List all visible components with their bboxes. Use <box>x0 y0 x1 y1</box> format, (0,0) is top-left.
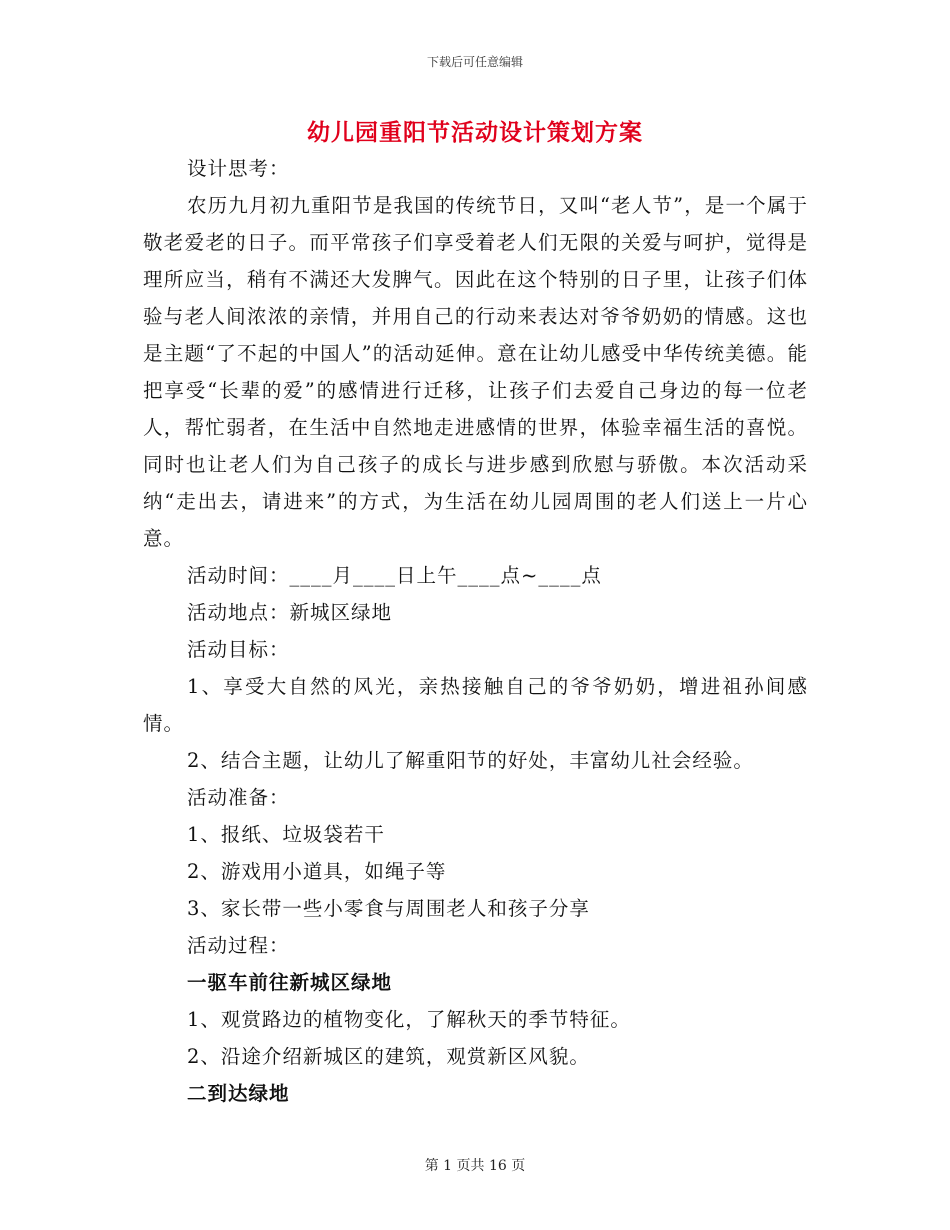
document-title: 幼儿园重阳节活动设计策划方案 <box>307 119 643 146</box>
step-1-item-1: 1、观赏路边的植物变化，了解秋天的季节特征。 <box>187 1008 631 1031</box>
design-label: 设计思考： <box>187 157 290 180</box>
step-2-heading: 二到达绿地 <box>187 1082 290 1105</box>
activity-place: 活动地点：新城区绿地 <box>187 601 393 624</box>
prep-item-2: 2、游戏用小道具，如绳子等 <box>187 860 447 883</box>
goals-label: 活动目标： <box>187 638 290 661</box>
design-paragraph: 农历九月初九重阳节是我国的传统节日，又叫“老人节”，是一个属于敬老爱老的日子。而平常孩子们享受着老人们无限的关爱与呵护，觉得是理所应当，稍有不满还大发脾气。因此在这个特别的日子里，让孩子们体验与老人间浓浓的亲情，并用自己的行动来表达对爷爷奶奶的情感。这也是主题“了不起的中国人”的活动延伸。意在让幼儿感受中华传统美德。能把享受“长辈的爱”的感情进行迁移，让孩子们去爱自己身边的每一位老人，帮忙弱者，在生活中自然地走进感情的世界，体验幸福生活的喜悦。同时也让老人们为自己孩子的成长与进步感到欣慰与骄傲。本次活动采纳“走出去，请进来”的方式，为生活在幼儿园周围的老人们送上一片心意。 <box>143 194 808 550</box>
step-1-heading: 一驱车前往新城区绿地 <box>187 971 393 994</box>
activity-time: 活动时间：____月____日上午____点~____点 <box>187 564 602 587</box>
goal-item-2: 2、结合主题，让幼儿了解重阳节的好处，丰富幼儿社会经验。 <box>187 749 754 772</box>
page-footer: 第 1 页共 16 页 <box>424 1158 526 1174</box>
document-body <box>143 150 808 1112</box>
process-label: 活动过程： <box>187 934 290 957</box>
step-1-item-2: 2、沿途介绍新城区的建筑，观赏新区风貌。 <box>187 1045 590 1068</box>
page-header: 下载后可任意编辑 <box>426 55 523 69</box>
prep-item-1: 1、报纸、垃圾袋若干 <box>187 823 385 846</box>
goal-item-1: 1、享受大自然的风光，亲热接触自己的爷爷奶奶，增进祖孙间感情。 <box>143 675 808 735</box>
prep-label: 活动准备： <box>187 786 290 809</box>
prep-item-3: 3、家长带一些小零食与周围老人和孩子分享 <box>187 897 590 920</box>
